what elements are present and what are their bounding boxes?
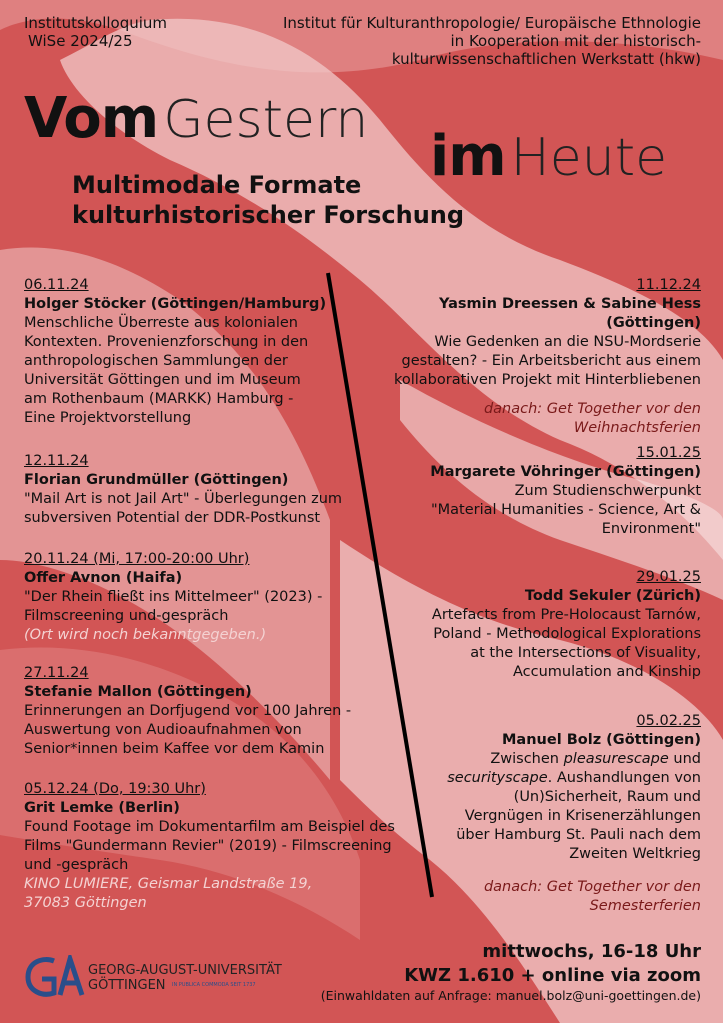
meeting-time: mittwochs, 16-18 Uhr — [482, 941, 701, 962]
event-speaker: Florian Grundmüller (Göttingen) — [24, 472, 289, 488]
semester: WiSe 2024/25 — [28, 32, 133, 50]
desc-text: . Aushandlungen von — [547, 770, 701, 786]
event-desc: anthropologischen Sammlungen der — [24, 353, 288, 369]
event-speaker: Yasmin Dreessen & Sabine Hess (Göttingen) — [438, 296, 701, 331]
event-desc-line-2 — [401, 769, 701, 788]
event-date: 05.02.25 — [636, 713, 701, 729]
event-desc: Zum Studienschwerpunkt — [514, 483, 701, 499]
event-social-note: Semesterferien — [589, 898, 701, 914]
event-desc: subversiven Potential der DDR-Postkunst — [24, 510, 321, 526]
event-9 — [401, 712, 701, 916]
event-desc: Found Footage im Dokumentarfilm am Beispiel des — [24, 819, 395, 835]
title-vom: Vom — [24, 86, 159, 151]
event-social-note: Weihnachtsferien — [573, 420, 701, 436]
event-desc-line-1 — [401, 750, 701, 769]
title-heute: Heute — [510, 128, 668, 188]
event-desc: Vergnügen in Krisenerzählungen — [464, 808, 701, 824]
institute-line-2: in Kooperation mit der historisch- — [450, 32, 701, 50]
event-5 — [24, 780, 424, 913]
event-speaker: Stefanie Mallon (Göttingen) — [24, 684, 252, 700]
title-gestern: Gestern — [163, 90, 369, 150]
event-1 — [24, 276, 344, 428]
colloquium-label — [24, 14, 167, 50]
footer-info — [321, 940, 701, 1003]
event-speaker: Offer Avnon (Haifa) — [24, 570, 183, 586]
event-desc: kollaborativen Projekt mit Hinterbliebenen — [393, 372, 701, 388]
event-desc: Menschliche Überreste aus kolonialen — [24, 315, 298, 331]
event-desc: Wie Gedenken an die NSU-Mordserie — [434, 334, 701, 350]
event-desc: (Un)Sicherheit, Raum und — [513, 789, 701, 805]
event-desc: Artefacts from Pre-Holocaust Tarnów, — [431, 607, 701, 623]
event-desc: Erinnerungen an Dorfjugend vor 100 Jahren - — [24, 703, 352, 719]
event-desc: at the Intersections of Visuality, — [470, 645, 701, 661]
main-title-line-2 — [430, 124, 667, 189]
event-desc: "Mail Art is not Jail Art" - Überlegungen zum — [24, 491, 343, 507]
institute-line-1: Institut für Kulturanthropologie/ Europäische Ethnologie — [282, 14, 701, 32]
colloquium-title: Institutskolloquium — [24, 14, 168, 32]
event-desc: Eine Projektvorstellung — [24, 410, 192, 426]
university-tagline: IN PUBLICA COMMODA SEIT 1737 — [172, 982, 256, 988]
event-desc: gestalten? - Ein Arbeitsbericht aus einem — [401, 353, 701, 369]
event-desc: Accumulation and Kinship — [512, 664, 701, 680]
contact-info: (Einwahldaten auf Anfrage: manuel.bolz@uni-goettingen.de) — [320, 988, 701, 1003]
desc-emphasis: pleasurescape — [563, 751, 669, 767]
university-name-line-2: GÖTTINGEN — [88, 978, 166, 993]
title-im: im — [430, 124, 506, 189]
event-date: 27.11.24 — [24, 665, 89, 681]
event-desc: Auswertung von Audioaufnahmen von — [24, 722, 302, 738]
event-3 — [24, 550, 354, 645]
event-4 — [24, 664, 374, 759]
desc-text: Zwischen — [490, 751, 564, 767]
event-8 — [371, 568, 701, 682]
event-venue: KINO LUMIERE, Geismar Landstraße 19, — [24, 876, 313, 892]
desc-text: und — [668, 751, 701, 767]
subtitle-line-2: kulturhistorischer Forschung — [72, 201, 465, 229]
desc-emphasis: securityscape — [447, 770, 548, 786]
event-speaker: Margarete Vöhringer (Göttingen) — [430, 464, 701, 480]
event-2 — [24, 452, 364, 528]
event-desc: Films "Gundermann Revier" (2019) - Filmscreening — [24, 838, 392, 854]
university-name-line-1: GEORG-AUGUST-UNIVERSITÄT — [88, 963, 282, 978]
event-social-note: danach: Get Together vor den — [483, 401, 701, 417]
main-title-line-1 — [24, 86, 368, 151]
event-date: 06.11.24 — [24, 277, 89, 293]
event-desc: und -gespräch — [24, 857, 129, 873]
institute-label — [283, 14, 701, 68]
event-date: 29.01.25 — [636, 569, 701, 585]
event-location-note: (Ort wird noch bekanntgegeben.) — [24, 627, 267, 643]
event-desc: Senior*innen beim Kaffee vor dem Kamin — [24, 741, 325, 757]
event-desc: Universität Göttingen und im Museum — [24, 372, 301, 388]
event-desc: am Rothenbaum (MARKK) Hamburg - — [24, 391, 294, 407]
event-date: 12.11.24 — [24, 453, 89, 469]
event-venue-city: 37083 Göttingen — [24, 895, 147, 911]
event-6 — [341, 276, 701, 438]
event-speaker: Grit Lemke (Berlin) — [24, 800, 180, 816]
subtitle — [72, 170, 464, 230]
meeting-location: KWZ 1.610 + online via zoom — [404, 965, 701, 986]
event-speaker: Todd Sekuler (Zürich) — [524, 588, 701, 604]
event-desc: Poland - Methodological Explorations — [433, 626, 701, 642]
event-speaker: Manuel Bolz (Göttingen) — [502, 732, 701, 748]
event-desc: Filmscreening und-gespräch — [24, 608, 229, 624]
event-date: 20.11.24 (Mi, 17:00-20:00 Uhr) — [24, 551, 250, 567]
event-date: 05.12.24 (Do, 19:30 Uhr) — [24, 781, 206, 797]
university-logo — [24, 955, 294, 999]
event-date: 11.12.24 — [636, 277, 701, 293]
event-desc: Kontexten. Provenienzforschung in den — [24, 334, 309, 350]
event-desc: Zweiten Weltkrieg — [569, 846, 701, 862]
event-7 — [361, 444, 701, 539]
event-date: 15.01.25 — [636, 445, 701, 461]
event-desc: Environment" — [601, 521, 701, 537]
event-desc: "Der Rhein fließt ins Mittelmeer" (2023) - — [24, 589, 323, 605]
event-desc: "Material Humanities - Science, Art & — [430, 502, 701, 518]
subtitle-line-1: Multimodale Formate — [72, 171, 362, 199]
event-speaker: Holger Stöcker (Göttingen/Hamburg) — [24, 296, 327, 312]
university-emblem-icon — [24, 955, 86, 999]
event-desc: über Hamburg St. Pauli nach dem — [456, 827, 701, 843]
institute-line-3: kulturwissenschaftlichen Werkstatt (hkw) — [391, 50, 701, 68]
event-social-note: danach: Get Together vor den — [483, 879, 701, 895]
